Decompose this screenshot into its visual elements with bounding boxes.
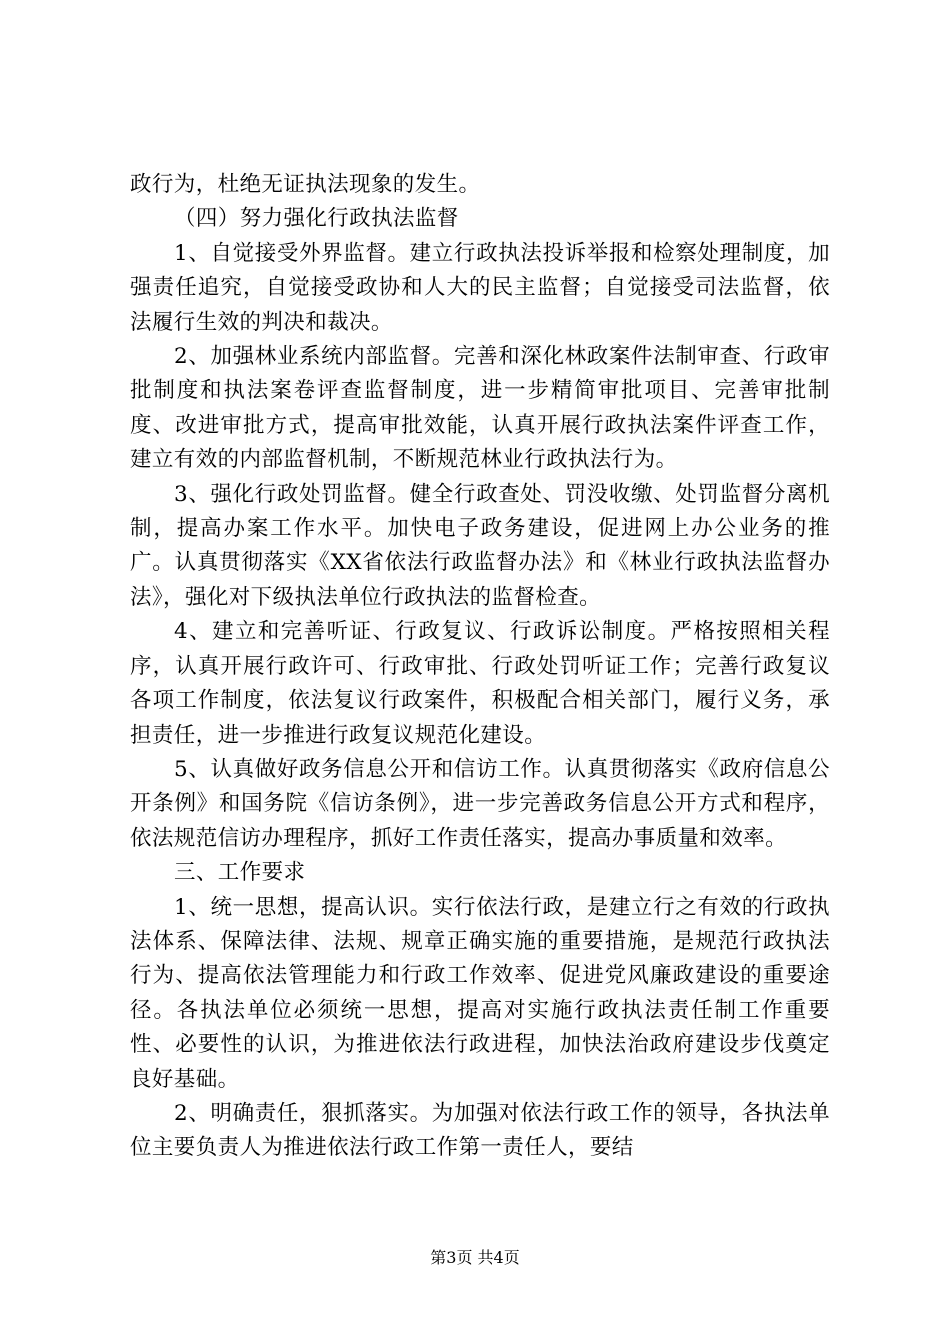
page-footer: 第3页 共4页 bbox=[430, 1248, 520, 1267]
paragraph-item-3: 3、强化行政处罚监督。健全行政查处、罚没收缴、处罚监督分离机制，提高办案工作水平。加快电子政务建设，促进网上办公业务的推广。认真贯彻落实《XX省依法行政监督办法》和《林业行政执法监督办法》，强化对下级执法单位行政执法的监督检查。 bbox=[130, 481, 830, 610]
paragraph-item-4: 4、建立和完善听证、行政复议、行政诉讼制度。严格按照相关程序，认真开展行政许可、行政审批、行政处罚听证工作；完善行政复议各项工作制度，依法复议行政案件，积极配合相关部门，履行义务，承担责任，进一步推进行政复议规范化建设。 bbox=[130, 619, 830, 748]
paragraph-item-2: 2、加强林业系统内部监督。完善和深化林政案件法制审查、行政审批制度和执法案卷评查监督制度，进一步精简审批项目、完善审批制度、改进审批方式，提高审批效能，认真开展行政执法案件评查工作，建立有效的内部监督机制，不断规范林业行政执法行为。 bbox=[130, 344, 830, 473]
paragraph-requirement-2: 2、明确责任，狠抓落实。为加强对依法行政工作的领导，各执法单位主要负责人为推进依法行政工作第一责任人，要结 bbox=[130, 1100, 830, 1161]
section-heading-3: 三、工作要求 bbox=[174, 860, 306, 886]
section-heading-4: （四）努力强化行政执法监督 bbox=[174, 206, 459, 232]
paragraph-requirement-1: 1、统一思想，提高认识。实行依法行政，是建立行之有效的行政执法体系、保障法律、法规、规章正确实施的重要措施，是规范行政执法行为、提高依法管理能力和行政工作效率、促进党风廉政建设的重要途径。各执法单位必须统一思想，提高对实施行政执法责任制工作重要性、必要性的认识，为推进依法行政进程，加快法治政府建设步伐奠定良好基础。 bbox=[130, 894, 830, 1092]
paragraph-continuation: 政行为，杜绝无证执法现象的发生。 bbox=[130, 172, 481, 197]
paragraph-item-1: 1、自觉接受外界监督。建立行政执法投诉举报和检察处理制度，加强责任追究，自觉接受政协和人大的民主监督；自觉接受司法监督，依法履行生效的判决和裁决。 bbox=[130, 240, 830, 335]
paragraph-item-5: 5、认真做好政务信息公开和信访工作。认真贯彻落实《政府信息公开条例》和国务院《信访条例》，进一步完善政务信息公开方式和程序，依法规范信访办理程序，抓好工作责任落实，提高办事质量和效率。 bbox=[130, 756, 830, 851]
document-body bbox=[130, 168, 830, 1166]
